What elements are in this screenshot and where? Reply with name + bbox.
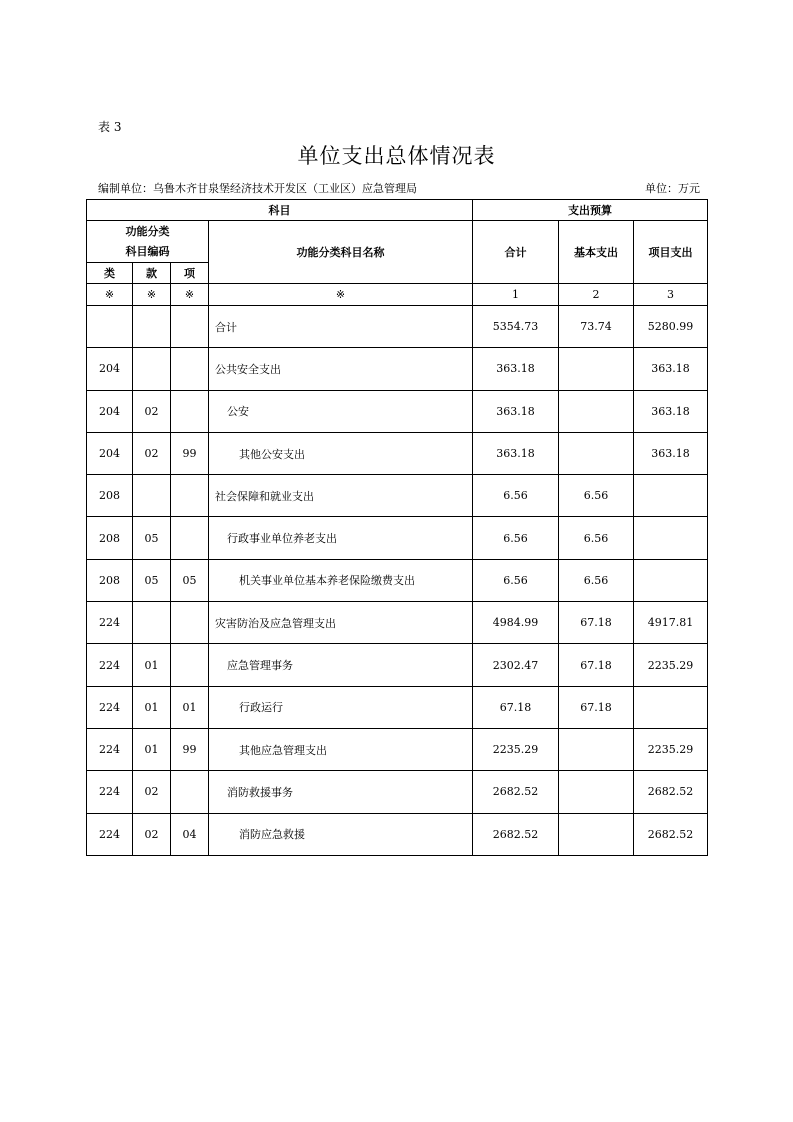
cell-basic — [559, 771, 634, 813]
cell-basic — [559, 348, 634, 390]
table-row — [87, 517, 708, 559]
cell-basic: 67.18 — [559, 686, 634, 728]
cell-total: 2682.52 — [473, 771, 559, 813]
cell-kuan — [133, 602, 171, 644]
mark-cell: ※ — [133, 284, 171, 306]
cell-xiang — [171, 517, 209, 559]
cell-lei — [87, 306, 133, 348]
compiling-unit: 编制单位：乌鲁木齐甘泉堡经济技术开发区（工业区）应急管理局 — [98, 182, 417, 195]
cell-project: 5280.99 — [634, 306, 708, 348]
cell-total: 6.56 — [473, 559, 559, 601]
cell-total: 6.56 — [473, 475, 559, 517]
cell-basic: 67.18 — [559, 602, 634, 644]
cell-total: 363.18 — [473, 432, 559, 474]
cell-lei: 224 — [87, 602, 133, 644]
cell-name: 消防应急救援 — [209, 813, 473, 855]
header-lei: 类 — [87, 263, 133, 284]
table-row — [87, 306, 708, 348]
cell-xiang — [171, 306, 209, 348]
cell-kuan: 01 — [133, 686, 171, 728]
cell-kuan — [133, 348, 171, 390]
cell-project: 2235.29 — [634, 644, 708, 686]
cell-total: 6.56 — [473, 517, 559, 559]
header-total: 合计 — [473, 221, 559, 284]
cell-xiang: 99 — [171, 432, 209, 474]
cell-project: 4917.81 — [634, 602, 708, 644]
cell-total: 4984.99 — [473, 602, 559, 644]
table-row — [87, 348, 708, 390]
cell-project: 363.18 — [634, 390, 708, 432]
cell-lei: 204 — [87, 432, 133, 474]
cell-xiang: 04 — [171, 813, 209, 855]
cell-basic: 6.56 — [559, 517, 634, 559]
table-row — [87, 602, 708, 644]
cell-lei: 208 — [87, 517, 133, 559]
cell-kuan: 02 — [133, 813, 171, 855]
cell-lei: 208 — [87, 475, 133, 517]
cell-project: 2682.52 — [634, 771, 708, 813]
header-project: 项目支出 — [634, 221, 708, 284]
table-row — [87, 771, 708, 813]
cell-xiang — [171, 644, 209, 686]
cell-basic — [559, 813, 634, 855]
cell-total: 363.18 — [473, 348, 559, 390]
cell-name: 其他应急管理支出 — [209, 728, 473, 770]
cell-lei: 224 — [87, 686, 133, 728]
cell-total: 5354.73 — [473, 306, 559, 348]
cell-total: 67.18 — [473, 686, 559, 728]
cell-basic — [559, 432, 634, 474]
header-function-code — [87, 221, 209, 263]
table-row — [87, 475, 708, 517]
cell-name: 行政事业单位养老支出 — [209, 517, 473, 559]
cell-kuan: 01 — [133, 728, 171, 770]
table-row — [87, 644, 708, 686]
cell-xiang — [171, 390, 209, 432]
cell-total: 363.18 — [473, 390, 559, 432]
cell-name: 合计 — [209, 306, 473, 348]
cell-project — [634, 686, 708, 728]
cell-project: 363.18 — [634, 432, 708, 474]
cell-lei: 224 — [87, 771, 133, 813]
cell-lei: 204 — [87, 348, 133, 390]
col-index-2: 2 — [559, 284, 634, 306]
cell-name: 公共安全支出 — [209, 348, 473, 390]
cell-kuan: 01 — [133, 644, 171, 686]
header-xiang: 项 — [171, 263, 209, 284]
cell-name: 社会保障和就业支出 — [209, 475, 473, 517]
cell-total: 2302.47 — [473, 644, 559, 686]
table-row — [87, 728, 708, 770]
cell-xiang — [171, 602, 209, 644]
cell-kuan: 02 — [133, 771, 171, 813]
cell-name: 应急管理事务 — [209, 644, 473, 686]
cell-name: 公安 — [209, 390, 473, 432]
mark-cell: ※ — [87, 284, 133, 306]
currency-unit: 单位：万元 — [645, 182, 700, 195]
col-index-1: 1 — [473, 284, 559, 306]
cell-name: 灾害防治及应急管理支出 — [209, 602, 473, 644]
cell-xiang: 05 — [171, 559, 209, 601]
cell-project — [634, 559, 708, 601]
cell-name: 其他公安支出 — [209, 432, 473, 474]
header-code-line2: 科目编码 — [125, 244, 170, 258]
cell-kuan — [133, 475, 171, 517]
cell-project — [634, 517, 708, 559]
table-row — [87, 432, 708, 474]
cell-name: 行政运行 — [209, 686, 473, 728]
cell-kuan: 05 — [133, 517, 171, 559]
cell-xiang: 99 — [171, 728, 209, 770]
header-kuan: 款 — [133, 263, 171, 284]
table-row — [87, 686, 708, 728]
cell-basic — [559, 728, 634, 770]
cell-name: 消防救援事务 — [209, 771, 473, 813]
cell-kuan: 02 — [133, 390, 171, 432]
cell-basic: 6.56 — [559, 475, 634, 517]
cell-basic: 73.74 — [559, 306, 634, 348]
cell-basic — [559, 390, 634, 432]
header-code-line1: 功能分类 — [125, 224, 170, 238]
cell-basic: 67.18 — [559, 644, 634, 686]
cell-lei: 224 — [87, 813, 133, 855]
cell-project: 363.18 — [634, 348, 708, 390]
cell-project — [634, 475, 708, 517]
table-number: 表 3 — [98, 120, 122, 134]
header-subject: 科目 — [87, 200, 473, 221]
cell-lei: 204 — [87, 390, 133, 432]
cell-name: 机关事业单位基本养老保险缴费支出 — [209, 559, 473, 601]
header-basic: 基本支出 — [559, 221, 634, 284]
cell-project: 2682.52 — [634, 813, 708, 855]
table-row — [87, 559, 708, 601]
header-budget: 支出预算 — [473, 200, 708, 221]
cell-total: 2235.29 — [473, 728, 559, 770]
cell-xiang — [171, 475, 209, 517]
table-row — [87, 813, 708, 855]
cell-project: 2235.29 — [634, 728, 708, 770]
cell-lei: 224 — [87, 728, 133, 770]
cell-xiang — [171, 348, 209, 390]
cell-basic: 6.56 — [559, 559, 634, 601]
cell-lei: 224 — [87, 644, 133, 686]
mark-cell: ※ — [171, 284, 209, 306]
cell-total: 2682.52 — [473, 813, 559, 855]
expenditure-table — [86, 199, 708, 856]
header-subject-name: 功能分类科目名称 — [209, 221, 473, 284]
page-title: 单位支出总体情况表 — [297, 144, 496, 168]
cell-xiang — [171, 771, 209, 813]
cell-kuan: 05 — [133, 559, 171, 601]
table-row — [87, 390, 708, 432]
cell-lei: 208 — [87, 559, 133, 601]
cell-kuan — [133, 306, 171, 348]
cell-xiang: 01 — [171, 686, 209, 728]
cell-kuan: 02 — [133, 432, 171, 474]
mark-cell: ※ — [209, 284, 473, 306]
col-index-3: 3 — [634, 284, 708, 306]
